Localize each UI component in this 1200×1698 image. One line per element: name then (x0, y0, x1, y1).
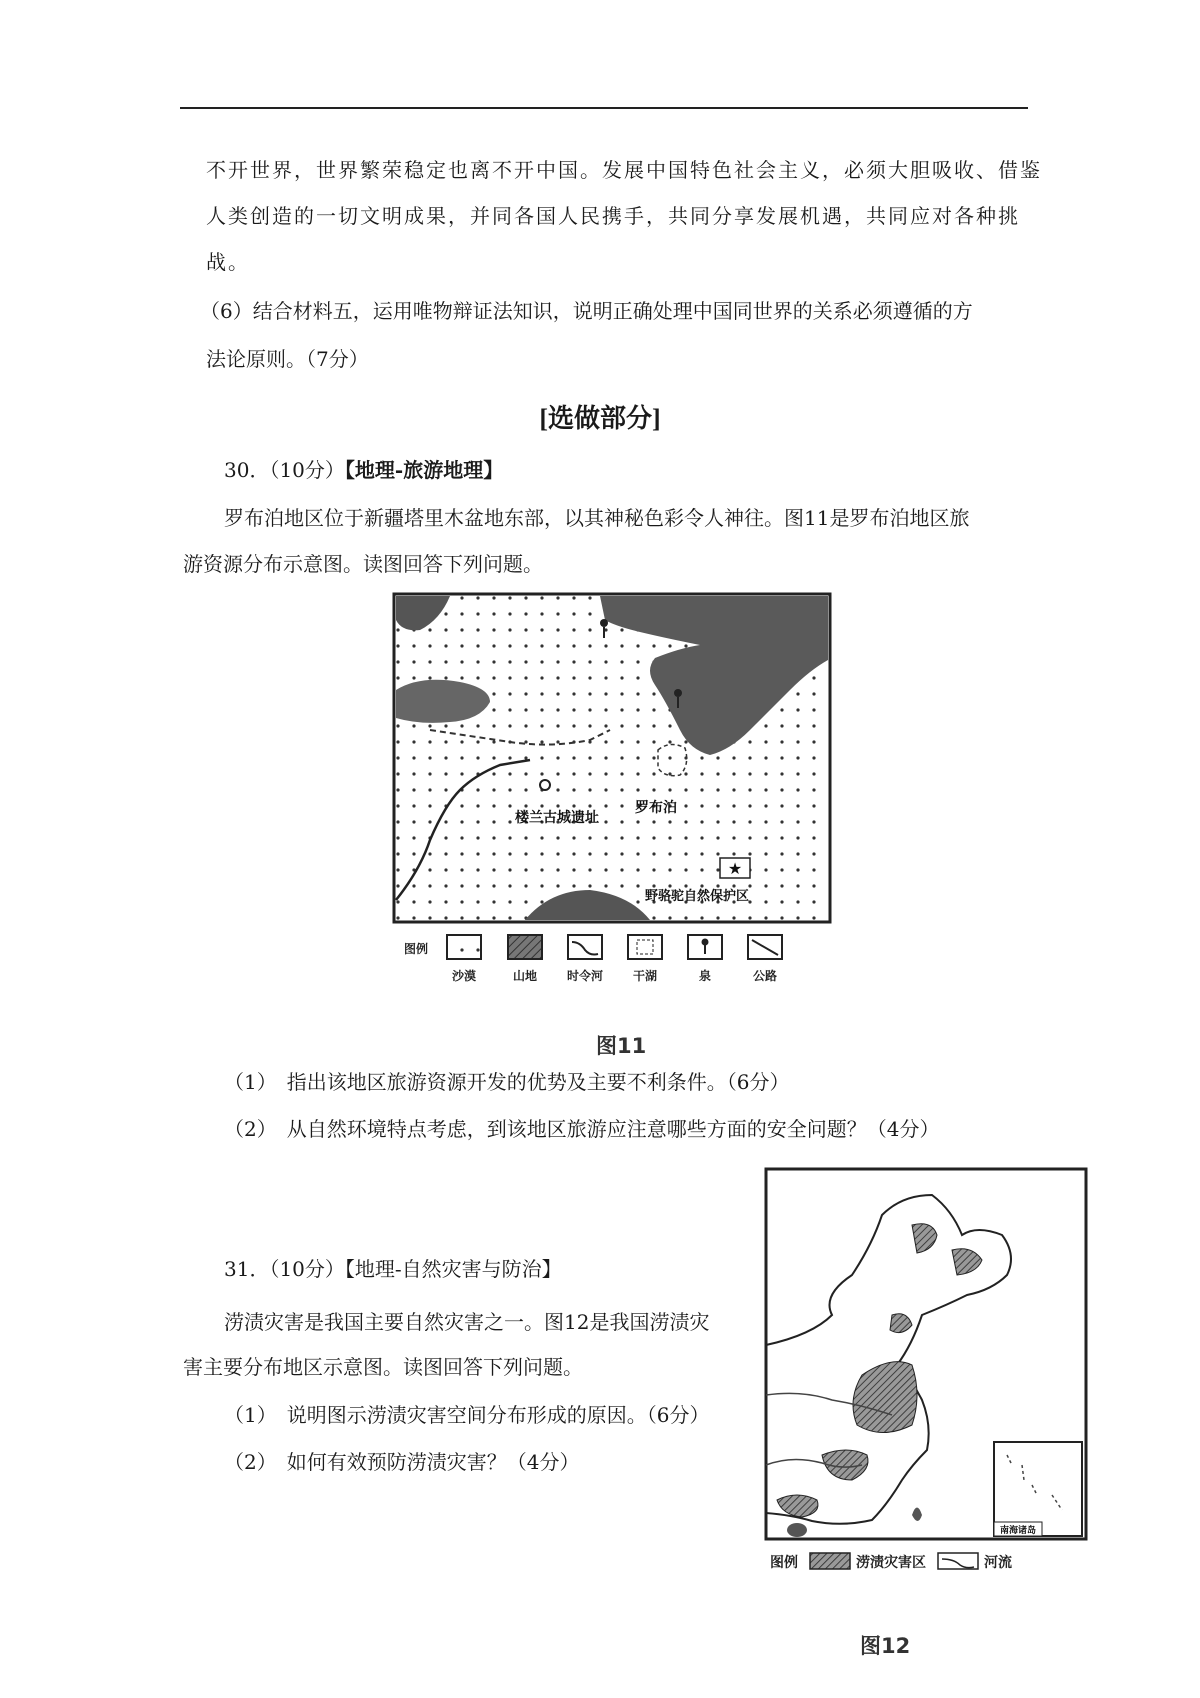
material-line-2: 人类创造的一切文明成果，并同各国人民携手，共同分享发展机遇，共同应对各种挑 (206, 204, 1020, 228)
legend-disaster-swatch (810, 1553, 850, 1569)
q30-sub-1: （1） 指出该地区旅游资源开发的优势及主要不利条件。（6分） (224, 1070, 790, 1094)
q6-line-2: 法论原则。（7分） (206, 347, 369, 371)
legend-label-river: 河流 (984, 1555, 1012, 1571)
spring-icon (702, 939, 709, 946)
q30-number: 30．（10分） (224, 458, 345, 482)
figure-11-map (390, 590, 838, 1002)
figure-11-caption: 图11 (596, 1034, 647, 1058)
map12-legend-title: 图例 (770, 1555, 798, 1571)
star-icon: ★ (727, 859, 743, 878)
q31-sub-2: （2） 如何有效预防涝渍灾害？（4分） (224, 1450, 580, 1474)
map12-inset-label: 南海诸岛 (999, 1526, 1037, 1536)
q31-sub-1: （1） 说明图示涝渍灾害空间分布形成的原因。（6分） (224, 1403, 710, 1427)
map11-label-city: 楼兰古城遗址 (515, 810, 599, 826)
legend-label-disaster: 涝渍灾害区 (856, 1555, 926, 1571)
legend-label-desert: 沙漠 (451, 969, 477, 983)
legend-desert-swatch (447, 935, 481, 959)
q30-heading (224, 458, 503, 482)
q30-sub-2: （2） 从自然环境特点考虑，到该地区旅游应注意哪些方面的安全问题？（4分） (224, 1117, 940, 1141)
q31-tag: 【地理-自然灾害与防治】 (344, 1257, 562, 1281)
material-line-3: 战。 (206, 250, 250, 274)
q31-intro-1: 涝渍灾害是我国主要自然灾害之一。图12是我国涝渍灾 (224, 1310, 710, 1334)
map11-label-reserve: 野骆驼自然保护区 (645, 889, 750, 904)
q31-heading (224, 1257, 562, 1281)
q30-intro-2: 游资源分布示意图。读图回答下列问题。 (183, 552, 543, 576)
q31-intro-2: 害主要分布地区示意图。读图回答下列问题。 (183, 1355, 583, 1379)
legend-label-spring: 泉 (698, 969, 712, 983)
legend-label-seasonal-river: 时令河 (566, 969, 604, 983)
q30-intro-1: 罗布泊地区位于新疆塔里木盆地东部，以其神秘色彩令人神往。图11是罗布泊地区旅 (224, 506, 970, 530)
legend-label-dry-lake: 干湖 (632, 969, 658, 983)
header-rule (180, 107, 1028, 109)
map11-legend-title: 图例 (404, 942, 429, 956)
figure-12-caption: 图12 (860, 1634, 911, 1658)
legend-label-road: 公路 (752, 969, 778, 983)
material-line-1: 不开世界，世界繁荣稳定也离不开中国。发展中国特色社会主义，必须大胆吸收、借鉴 (206, 158, 1042, 182)
legend-mountain-swatch (508, 935, 542, 959)
q6-line-1: （6）结合材料五，运用唯物辩证法知识，说明正确处理中国同世界的关系必须遵循的方 (200, 299, 973, 323)
q31-number: 31．（10分） (224, 1257, 345, 1281)
section-title: [选做部分] (539, 404, 661, 433)
map11-label-lake: 罗布泊 (635, 800, 677, 816)
q30-tag: 【地理-旅游地理】 (344, 458, 504, 482)
figure-12-map (762, 1165, 1092, 1595)
legend-label-mountain: 山地 (512, 969, 538, 983)
